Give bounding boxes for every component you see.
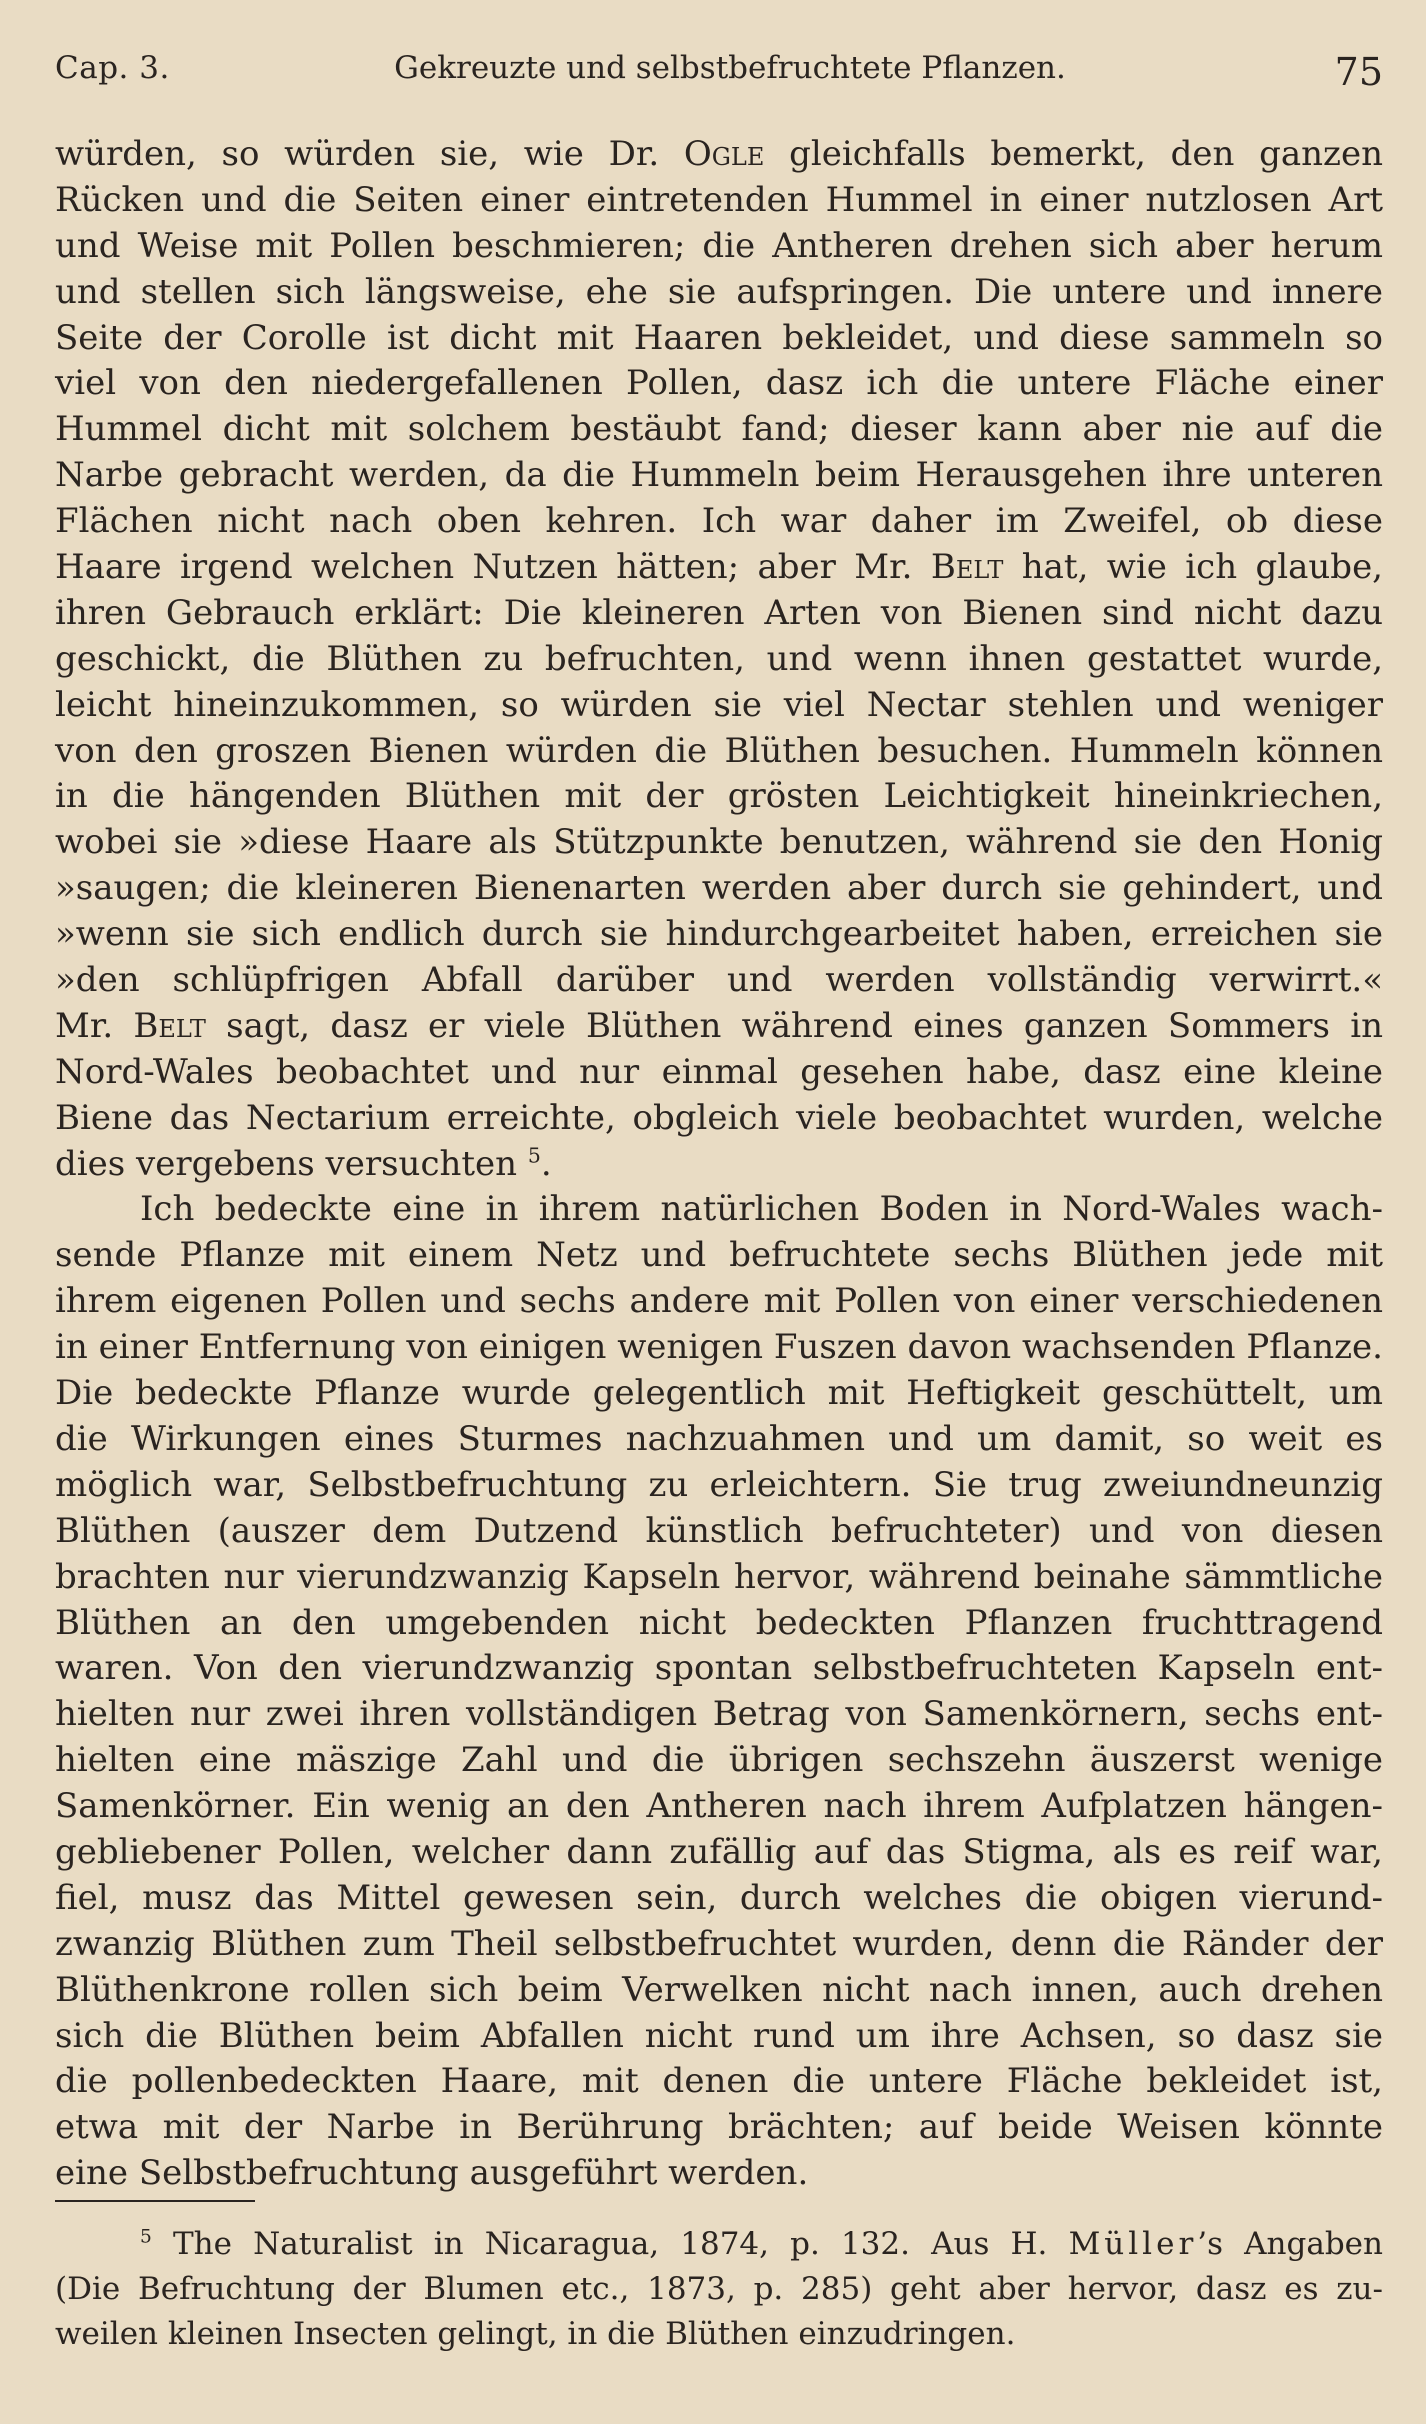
text-line: »wenn sie sich endlich durch sie hindurchgearbeitet haben, erreichen sie xyxy=(55,914,1383,955)
running-header xyxy=(55,40,1383,100)
text-line: »saugen; die kleineren Bienenarten werden aber durch sie gehindert, und xyxy=(55,868,1383,909)
text-line: eine Selbstbefruchtung ausgeführt werden. xyxy=(55,2153,809,2194)
text-line: wobei sie »diese Haare als Stützpunkte benutzen, während sie den Honig xyxy=(55,822,1383,863)
footnote-line: $^5$ The Naturalist in Nicaragua, 1874, p. 132. Aus H. Müller’s Angaben xyxy=(140,2226,1383,2262)
text-line: gebliebener Pollen, welcher dann zufällig auf das Stigma, als es reif war, xyxy=(55,1831,1383,1872)
text-line: Mr. Belt sagt, dasz er viele Blüthen während eines ganzen Sommers in xyxy=(55,1005,1384,1046)
text-line: Die bedeckte Pflanze wurde gelegentlich mit Heftigkeit geschüttelt, um xyxy=(55,1373,1383,1414)
text-line: Seite der Corolle ist dicht mit Haaren bekleidet, und diese sammeln so xyxy=(55,317,1383,358)
text-line: Nord-Wales beobachtet und nur einmal gesehen habe, dasz eine kleine xyxy=(55,1051,1383,1092)
text-line: die pollenbedeckten Haare, mit denen die untere Fläche bekleidet ist, xyxy=(55,2061,1383,2102)
paragraph-2 xyxy=(55,1187,1383,2197)
author-name-mueller: Müller xyxy=(1068,2226,1198,2262)
text-line: ihrem eigenen Pollen und sechs andere mit Pollen von einer verschiedenen xyxy=(55,1281,1383,1322)
text-line: »den schlüpfrigen Abfall darüber und werden vollständig verwirrt.« xyxy=(55,960,1383,1001)
text-line: Blüthen (auszer dem Dutzend künstlich befruchteter) und von diesen xyxy=(55,1510,1383,1551)
footnote-separator xyxy=(55,2200,255,2202)
text-line: und stellen sich längsweise, ehe sie aufspringen. Die untere und innere xyxy=(55,271,1383,312)
text-line: ihren Gebrauch erklärt: Die kleineren Arten von Bienen sind nicht dazu xyxy=(55,592,1383,633)
text-line: Samenkörner. Ein wenig an den Antheren nach ihrem Aufplatzen hängen- xyxy=(55,1786,1383,1827)
footnote-line: weilen kleinen Insecten gelingt, in die Blüthen einzudringen. xyxy=(55,2316,1016,2352)
text-line: Biene das Nectarium erreichte, obgleich viele beobachtet wurden, welche xyxy=(55,1097,1383,1138)
text-line: Flächen nicht nach oben kehren. Ich war daher im Zweifel, ob diese xyxy=(55,501,1383,542)
text-line: Hummel dicht mit solchem bestäubt fand; dieser kann aber nie auf die xyxy=(55,409,1383,450)
text-line: zwanzig Blüthen zum Theil selbstbefruchtet wurden, denn die Ränder der xyxy=(55,1923,1383,1964)
page-number: 75 xyxy=(1334,50,1383,94)
text-line: fiel, musz das Mittel gewesen sein, durch welches die obigen vierund- xyxy=(55,1877,1383,1918)
text-line: Haare irgend welchen Nutzen hätten; aber Mr. Belt hat, wie ich glaube, xyxy=(55,547,1383,588)
author-name-ogle: Ogle xyxy=(683,134,765,174)
text-line: von den groszen Bienen würden die Blüthen besuchen. Hummeln können xyxy=(55,730,1383,771)
text-line: in die hängenden Blüthen mit der grösten Leichtigkeit hineinkriechen, xyxy=(55,776,1383,817)
text-line: und Weise mit Pollen beschmieren; die Antheren drehen sich aber herum xyxy=(55,225,1383,266)
paragraph-1 xyxy=(55,132,1383,1187)
text-line: die Wirkungen eines Sturmes nachzuahmen und um damit, so weit es xyxy=(55,1418,1383,1459)
text-line: hielten eine mäszige Zahl und die übrigen sechszehn äuszerst wenige xyxy=(55,1740,1383,1781)
text-line: dies vergebens versuchten $^5$. xyxy=(55,1143,552,1184)
text-line: Rücken und die Seiten einer eintretenden Hummel in einer nutzlosen Art xyxy=(55,179,1383,220)
footnote-number: 5 xyxy=(140,2226,152,2248)
text-line: leicht hineinzukommen, so würden sie viel Nectar stehlen und weniger xyxy=(55,684,1383,725)
text-line: sende Pflanze mit einem Netz und befruchtete sechs Blüthen jede mit xyxy=(55,1235,1383,1276)
running-title: Gekreuzte und selbstbefruchtete Pflanzen. xyxy=(394,50,1066,86)
text-line: sich die Blüthen beim Abfallen nicht rund um ihre Achsen, so dasz sie xyxy=(55,2015,1383,2056)
text-line: möglich war, Selbstbefruchtung zu erleichtern. Sie trug zweiundneunzig xyxy=(55,1464,1383,1505)
text-line: in einer Entfernung von einigen wenigen Fuszen davon wachsenden Pflanze. xyxy=(55,1327,1383,1368)
text-line: Ich bedeckte eine in ihrem natürlichen Boden in Nord-Wales wach- xyxy=(140,1189,1383,1230)
main-text xyxy=(55,132,1383,2197)
footnote-line: (Die Befruchtung der Blumen etc., 1873, p. 285) geht aber hervor, dasz es zu- xyxy=(55,2271,1383,2307)
text-line: geschickt, die Blüthen zu befruchten, und wenn ihnen gestattet wurde, xyxy=(55,638,1383,679)
text-line: Blüthenkrone rollen sich beim Verwelken nicht nach innen, auch drehen xyxy=(55,1969,1383,2010)
text-line: waren. Von den vierundzwanzig spontan selbstbefruchteten Kapseln ent- xyxy=(55,1648,1383,1689)
footnote xyxy=(55,2222,1383,2357)
author-name-belt: Belt xyxy=(930,547,1004,588)
chapter-label: Cap. 3. xyxy=(55,50,170,86)
text-line: würden, so würden sie, wie Dr. Ogle gleichfalls bemerkt, den ganzen xyxy=(55,134,1383,174)
footnote-reference: 5 xyxy=(527,1143,541,1168)
text-line: Narbe gebracht werden, da die Hummeln beim Herausgehen ihre unteren xyxy=(55,455,1383,496)
author-name-belt: Belt xyxy=(133,1005,206,1046)
text-line: Blüthen an den umgebenden nicht bedeckten Pflanzen fruchttragend xyxy=(55,1602,1383,1643)
text-line: etwa mit der Narbe in Berührung brächten; auf beide Weisen könnte xyxy=(55,2107,1383,2148)
text-line: viel von den niedergefallenen Pollen, dasz ich die untere Fläche einer xyxy=(55,363,1383,404)
text-line: hielten nur zwei ihren vollständigen Betrag von Samenkörnern, sechs ent- xyxy=(55,1694,1383,1735)
text-line: brachten nur vierundzwanzig Kapseln hervor, während beinahe sämmtliche xyxy=(55,1556,1383,1597)
